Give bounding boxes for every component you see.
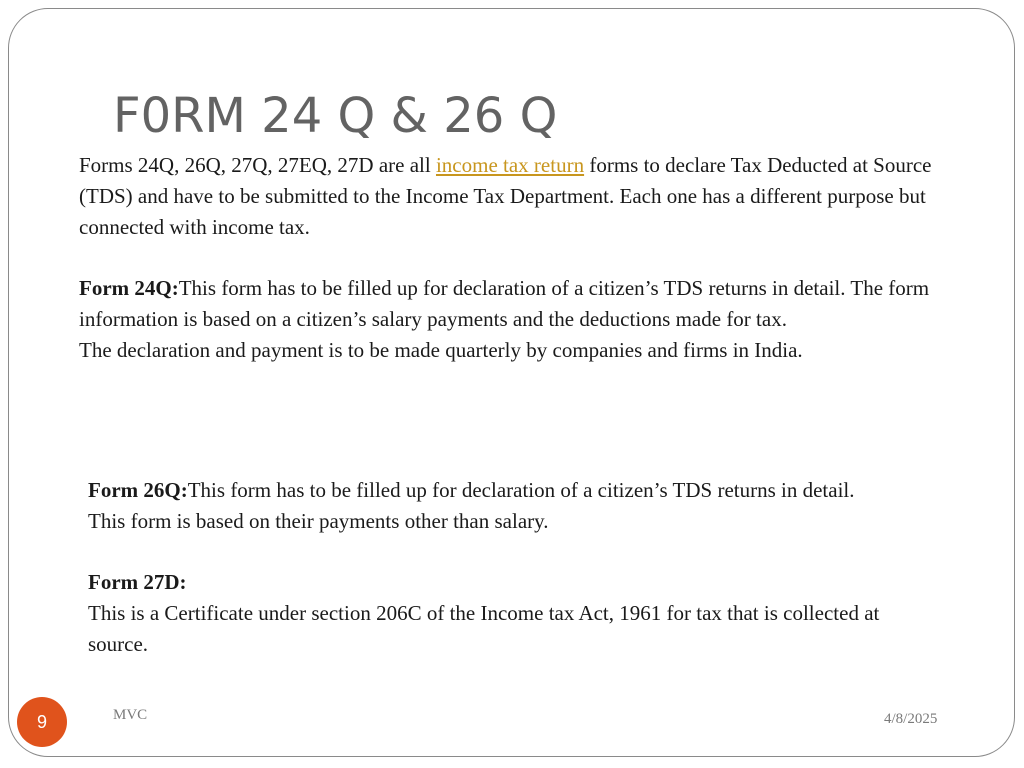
form-24q-text-2: The declaration and payment is to be made quarterly by companies and firms in India. — [79, 337, 803, 362]
intro-text-before-link: Forms 24Q, 26Q, 27Q, 27EQ, 27D are all — [79, 153, 436, 177]
form-24q-text: This form has to be filled up for declaration of a citizen’s TDS returns in detail. The form information is based on a citizen’s salary payments and the deductions made for tax. — [79, 276, 930, 331]
form-27d-text: This is a Certificate under section 206C of the Income tax Act, 1961 for tax that is collected at source. — [88, 601, 880, 656]
form-26q-text: This form has to be filled up for declaration of a citizen’s TDS returns in detail. — [187, 478, 855, 502]
intro-paragraph — [79, 150, 979, 242]
form-26q-paragraph — [88, 475, 888, 506]
form-26q-text-2: This form is based on their payments other than salary. — [88, 508, 549, 533]
form-24q-heading: Form 24Q: — [79, 276, 179, 301]
form-27d-heading: Form 27D: — [88, 570, 187, 595]
footer-author: MVC — [113, 707, 148, 723]
form-24q-paragraph — [79, 273, 979, 335]
footer-date: 4/8/2025 — [884, 711, 938, 727]
paragraph-gap — [79, 242, 979, 273]
content-bottom — [88, 475, 888, 660]
intro-text-after-link: forms to declare Tax Deducted at Source (TDS) and have to be submitted to the Income Tax Department. Each one has a different purpose but connected with income tax. — [79, 153, 932, 239]
slide-title: F0RM 24 Q & 26 Q — [113, 88, 558, 144]
slide-number-badge: 9 — [17, 697, 67, 747]
content-top — [79, 150, 979, 366]
income-tax-return-link[interactable]: income tax return — [435, 153, 585, 177]
form-26q-heading: Form 26Q: — [88, 478, 188, 502]
paragraph-gap — [88, 537, 888, 568]
